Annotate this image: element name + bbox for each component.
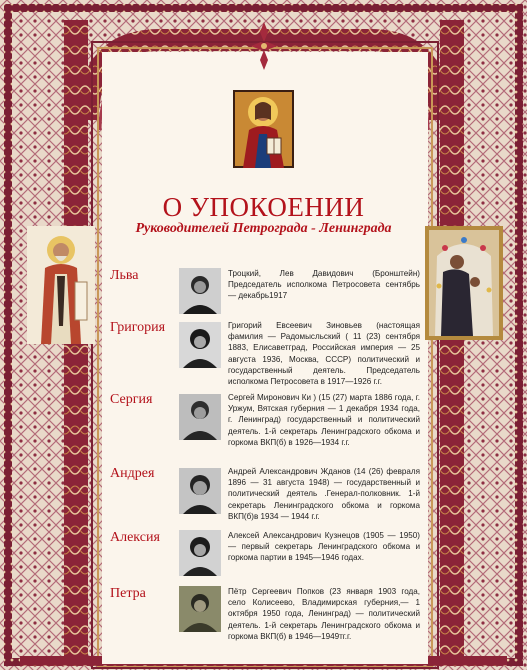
madonna-icon [425, 226, 503, 340]
person-bio: Григорий Евсеевич Зиновьев (настоящая фамилия — Радомысльский ( 11 (23) сентября 1883, Елисаветград, Российская империя — 25 августа 1936, Москва, СССР) политический и государственный деятель. Председатель исполкома Петросовета в 1917—1926 г.г. [228, 321, 420, 387]
christ-icon [233, 90, 294, 168]
page-subtitle: Руководителей Петрограда - Ленинграда [135, 221, 392, 236]
saint-icon [27, 226, 95, 344]
portrait-photo [179, 268, 221, 314]
person-bio: Андрей Александрович Жданов (14 (26) февраля 1896 — 31 августа 1948) — государственный и политический деятель .Генерал-полковник. 1-й секретарь Ленинградского обкома и горкома ВКП(б)в 1934 — 1944 г.г. [228, 467, 420, 521]
person-name: Алексия [110, 530, 160, 545]
portrait-photo [179, 394, 221, 440]
person-name: Сергия [110, 392, 153, 407]
person-bio: Троцкий, Лев Давидович (Бронштейн) Председатель исполкома Петросовета сентябрь — декабрь1917 [228, 269, 420, 301]
cross-ornament-icon [250, 20, 278, 74]
person-name: Андрея [110, 466, 155, 481]
person-name: Петра [110, 586, 146, 601]
person-bio: Алексей Александрович Кузнецов (1905 — 1950) — первый секретарь Ленинградского обкома и горкома партии в 1945—1946 годах. [228, 531, 420, 563]
portrait-photo [179, 468, 221, 514]
portrait-photo [179, 586, 221, 632]
person-name: Григория [110, 320, 166, 335]
person-bio: Пётр Сергеевич Попков (23 января 1903 года, село Колисеево, Владимирская губерния,— 1 октября 1950 года, Ленинград) — политический деятель. 1-й секретарь Ленинградского обкома и горкома ВКП(б) в 1946—1949тг.г. [228, 587, 420, 641]
person-bio: Сергей Миронович Ки ) (15 (27) марта 1886 года, г. Уржум, Вятская губерния — 1 декабря 1934 года, г. Ленинград) государственный и политический деятель. 1-й секретарь Ленинградского обкома и горкома ВКП(б) в 1926—1934 г.г. [228, 393, 420, 447]
person-name: Льва [110, 268, 139, 283]
page-title: О УПОКОЕНИИ [162, 192, 365, 222]
portrait-photo [179, 322, 221, 368]
portrait-photo [179, 530, 221, 576]
